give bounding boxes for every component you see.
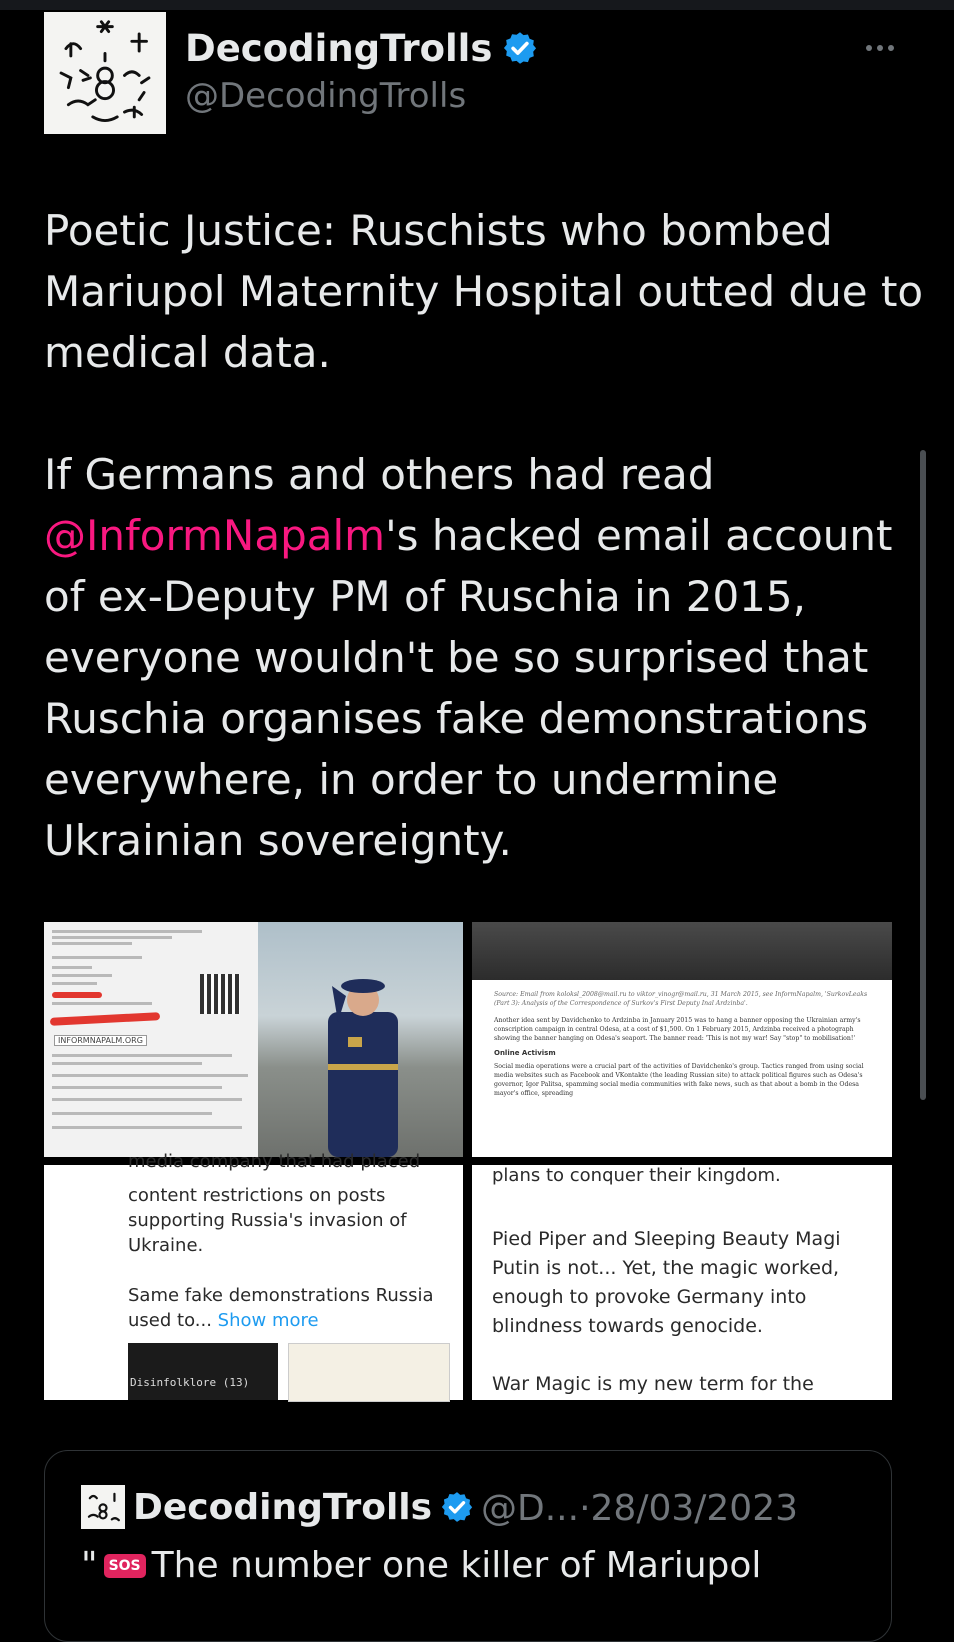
more-options-icon[interactable] bbox=[856, 30, 904, 66]
quoted-author-avatar bbox=[81, 1485, 125, 1529]
vaccination-certificate-image bbox=[44, 922, 258, 1157]
document-caption: Source: Email from koloksl_2008@mail.ru to viktor_vinogr@mail.ru, 31 March 2015, see InformNapalm, 'SurkovLeaks (Part 3): Analysis of the Correspondence of Surkov's First Deputy Inal Ardzinba'. bbox=[494, 991, 868, 1007]
show-more-link: Show more bbox=[217, 1310, 319, 1331]
tweet-paragraph-2-prefix: If Germans and others had read bbox=[44, 450, 715, 499]
quoted-tweet[interactable] bbox=[44, 1450, 892, 1642]
quoted-date: 28/03/2023 bbox=[590, 1487, 799, 1529]
media-image-4[interactable] bbox=[472, 1165, 892, 1400]
author-avatar[interactable] bbox=[44, 12, 166, 134]
author-name-text: DecodingTrolls bbox=[185, 26, 493, 70]
quoted-author-handle: @D... bbox=[481, 1487, 580, 1529]
thumbnail-label: Disinfolklore (13) bbox=[130, 1376, 250, 1389]
quoted-text bbox=[81, 1545, 761, 1586]
tweet-paragraph-2 bbox=[44, 444, 924, 871]
media-image-1[interactable] bbox=[44, 922, 463, 1157]
tweet-paragraph-1: Poetic Justice: Ruschists who bombed Mariupol Maternity Hospital outted due to medical data. bbox=[44, 206, 924, 377]
top-bar-edge bbox=[0, 0, 954, 10]
cut-off-line: media company that had placed bbox=[128, 1151, 421, 1172]
media-image-3[interactable] bbox=[44, 1151, 463, 1400]
document-text bbox=[494, 990, 878, 1102]
link-thumbnails bbox=[128, 1343, 448, 1400]
scrollbar-thumb[interactable] bbox=[920, 450, 926, 1100]
cut-off-line: plans to conquer their kingdom. bbox=[492, 1165, 781, 1186]
media-grid bbox=[44, 922, 892, 1400]
document-paragraph-2: Social media operations were a crucial part of the activities of Davidchenko's group. Tactics ranged from using social media websites such as Facebook and VKontakte (the leading Russian site) to attack political figures such as Odesa's governor, Igor Palitsa, spamming social media communities with fake news, such as that about a bomb in the Odesa mayor's office, spreading bbox=[494, 1063, 864, 1097]
soldier-photo bbox=[258, 922, 463, 1157]
tweet-paragraph-2-suffix: 's hacked email account of ex-Deputy PM of Ruschia in 2015, everyone wouldn't be so surprised that Ruschia organises fake demonstrations everywhere, in order to undermine Ukrainian sovereignty. bbox=[44, 511, 893, 865]
quoted-author-name-text: DecodingTrolls bbox=[133, 1486, 433, 1528]
screenshot-paragraph-1: Pied Piper and Sleeping Beauty Magi Putin is not... Yet, the magic worked, enough to provoke Germany into blindness towards genocide. bbox=[492, 1228, 841, 1337]
meta-separator: · bbox=[579, 1487, 591, 1529]
quoted-meta bbox=[481, 1485, 798, 1531]
banner-photo bbox=[472, 922, 892, 980]
quoted-text-prefix: " bbox=[81, 1545, 98, 1586]
screenshot-paragraph-2-text: Same fake demonstrations Russia used to... bbox=[128, 1285, 434, 1331]
quoted-text-body: The number one killer of Mariupol bbox=[151, 1545, 762, 1586]
screenshot-paragraph-1: content restrictions on posts supporting Russia's invasion of Ukraine. bbox=[128, 1185, 407, 1256]
quoted-author-name bbox=[133, 1483, 474, 1531]
disinfolklore-thumbnail bbox=[128, 1343, 278, 1400]
author-name[interactable] bbox=[185, 22, 538, 74]
sos-emoji-icon: SOS bbox=[104, 1554, 146, 1578]
justice-news-thumbnail bbox=[288, 1343, 450, 1402]
qr-code-image bbox=[200, 974, 240, 1014]
verified-badge-icon bbox=[502, 30, 538, 66]
document-paragraph: Another idea sent by Davidchenko to Ardzinba in January 2015 was to hang a banner opposing the Ukrainian army's conscription campaign in central Odesa, at a cost of $1,500. On 1 February 2015, Ardzinba received a photograph showing the banner hanging on Odesa's seaport. The banner read: 'This is not my war! Say "stop" to mobilisation!' bbox=[494, 1017, 861, 1042]
tweet-body bbox=[44, 200, 924, 871]
screenshot-text bbox=[492, 1225, 872, 1399]
mention-link[interactable]: @InformNapalm bbox=[44, 511, 386, 560]
screenshot-paragraph-2: War Magic is my new term for the bbox=[492, 1373, 814, 1395]
media-image-2[interactable] bbox=[472, 922, 892, 1157]
document-heading: Online Activism bbox=[494, 1049, 556, 1057]
site-label: INFORMNAPALM.ORG bbox=[54, 1035, 147, 1046]
author-handle[interactable]: @DecodingTrolls bbox=[185, 76, 467, 116]
screenshot-text bbox=[128, 1183, 448, 1333]
screenshot-paragraph-2 bbox=[128, 1283, 448, 1333]
verified-badge-icon bbox=[440, 1490, 474, 1524]
